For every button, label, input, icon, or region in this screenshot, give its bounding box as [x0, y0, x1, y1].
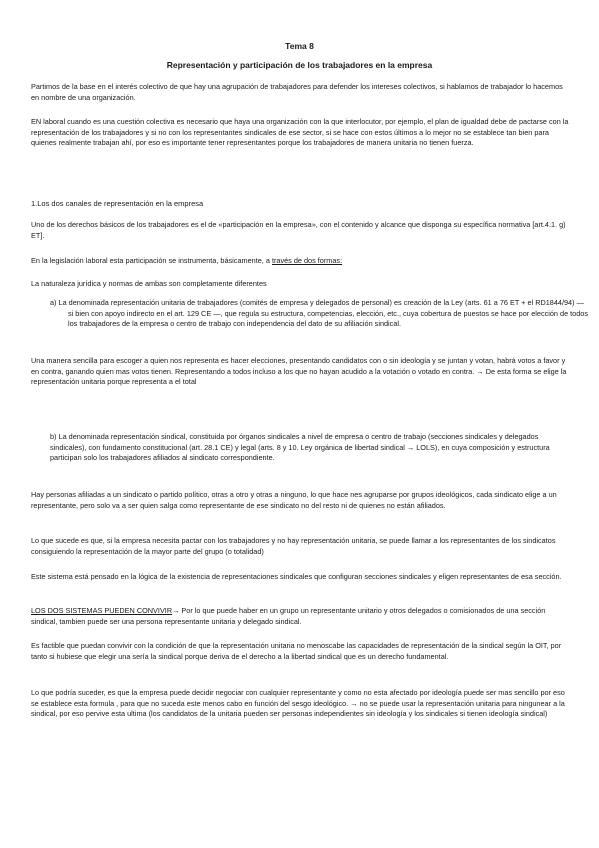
coexist-text: → Por lo que puede haber en un grupo un representante unitario y otros delegados o comisionados de una sección sindical, tambien puede ser una persona representante unitaria y delegado sindical.: [31, 606, 546, 626]
paragraph-collective: EN laboral cuando es una cuestión colectiva es necesario que haya una organización con la que interlocutor, por ejemplo, el plan de igualdad debe de pactarse con la representación de los trabajadores y si no con los representantes sindicales de ese sector, si se hace con estos últimos a lo mejor no se establece tan bien para quienes realmente trabajan ahí, por eso es importante tener representantes porque los trabajadores de manera unitaria no tienen fuerza.: [31, 117, 569, 148]
paragraph-elections: Una manera sencilla para escoger a quien nos representa es hacer elecciones, presentando candidatos con o sin ideología y se juntan y votan, habrá votos a favor y en contra, ganando quien mas votos tienen. Representando a todos incluso a los que no hayan acudido a la votación o votado en contra. → De esta forma se elige la representación unitaria porque representa a el total: [31, 356, 567, 387]
doc-subtitle: Representación y participación de los trabajadores en la empresa: [166, 60, 433, 70]
paragraph-system: Este sistema está pensado en la lógica de la existencia de representaciones sindicales que configuran secciones sindicales y eligen representantes de esa sección.: [31, 572, 562, 581]
paragraph-coexist: [31, 606, 571, 627]
two-forms-underlined: través de dos formas:: [271, 256, 343, 265]
paragraph-affiliates: Hay personas afiliadas a un sindicato o partido político, otras a otro y otras a ninguno, lo que hace nes agruparse por grupos ideológicos, cada sindicato elige a un representante, pero solo va a ser quien salga como representante de ese sindicato no del resto ni de quienes no están afiliados.: [31, 490, 557, 510]
doc-title: Tema 8: [285, 41, 314, 51]
coexist-heading: LOS DOS SISTEMAS PUEDEN CONVIVIR: [31, 606, 173, 615]
paragraph-rights: Uno de los derechos básicos de los trabajadores es el de «participación en la empresa», con el contenido y alcance que disponga su específica normativa [art.4.1. g) ET].: [31, 220, 566, 240]
paragraph-two-forms: [31, 256, 571, 267]
section-heading: 1.Los dos canales de representación en la empresa: [31, 199, 204, 208]
paragraph-nature: La naturaleza jurídica y normas de ambas son completamente diferentes: [31, 279, 267, 288]
paragraph-intro: Partimos de la base en el interés colectivo de que hay una agrupación de trabajadores para defender los intereses colectivos, si hablamos de trabajador lo hacemos en nombre de una organización.: [31, 82, 563, 102]
list-item-a: a) La denominada representación unitaria de trabajadores (comités de empresa y delegados de personal) es creación de la Ley (arts. 61 a 76 ET + el RD1844/94) —si bien con apoyo indirecto en el art. 129 CE —, que regula su estructura, competencias, elección, etc., cuya cobertura de puestos se hace por elección de todos los trabajadores de la empresa o centro de trabajo con independencia del dato de su afiliación sindical.: [50, 298, 589, 329]
paragraph-pact: Lo que sucede es que, si la empresa necesita pactar con los trabajadores y no hay representación unitaria, se puede llamar a los representantes de los sindicatos consiguiendo la representación de la mayor parte del grupo (o totalidad): [31, 536, 556, 556]
two-forms-text: En la legislación laboral esta participación se instrumenta, básicamente, a: [31, 256, 272, 265]
list-item-b: b) La denominada representación sindical, constituida por órganos sindicales a nivel de empresa o centro de trabajo (secciones sindicales y delegados sindicales), con fundamento constitucional (art. 28.1 CE) y legal (arts. 8 y 10. Ley orgánica de libertad sindical → LOLS), en cuya composición y estructura participan solo los trabajadores afiliados al sindicato correspondiente.: [50, 432, 550, 463]
paragraph-negotiation: Lo que podría suceder, es que la empresa puede decidir negociar con cualquier representante y como no esta afectado por ideología puede ser mas sencillo por eso se establece esta formula , para que no suceda este menos cabo en función del sesgo ideológico. → no se puede usar la representación unitaria para ningunear a la sindical, por eso pervive esta ultima (los candidatos de la unitaria pueden ser personas independientes sin ideología y los sindicales si tienen ideología sindical): [31, 688, 565, 719]
paragraph-oit: Es factible que puedan convivir con la condición de que la representación unitaria no menoscabe las capacidades de representación de la sindical según la OIT, por tanto si hubiese que elegir una sería la sindical porque deriva de el derecho a la libertad sindical que es un derecho fundamental.: [31, 641, 562, 661]
